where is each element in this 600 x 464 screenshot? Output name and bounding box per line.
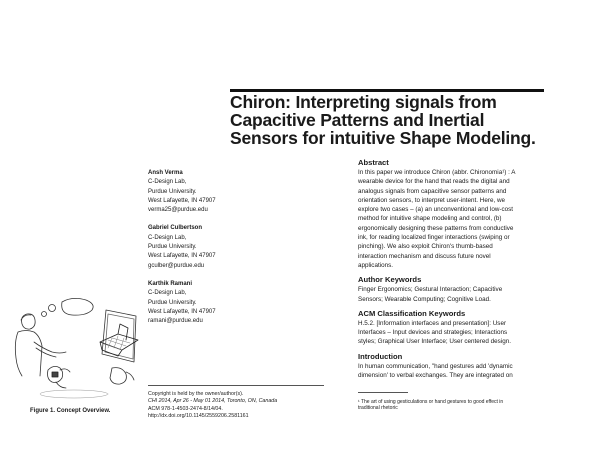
abstract-heading: Abstract xyxy=(358,158,389,167)
author-block xyxy=(148,280,268,326)
author-list xyxy=(148,169,268,335)
acm-line: styles; Graphical User Interface; User centered design. xyxy=(358,338,511,346)
author-affiliation: C-Design Lab, xyxy=(148,179,187,186)
abstract-line: method for intuitive shape modeling and control, (b) xyxy=(358,215,502,223)
author-address: West Lafayette, IN 47907 xyxy=(148,308,216,315)
abstract-line: explore two cases – (a) an unconventional and low-cost xyxy=(358,206,514,214)
keywords-line: Finger Ergonomics; Gestural Interaction; Capacitive xyxy=(358,286,503,294)
introduction-line: In human communication, "hand gestures add 'dynamic xyxy=(358,362,513,370)
footnote-line: traditional rhetoric xyxy=(358,405,398,412)
abstract-line: orientation sensors, to interpret user-intent. Here, we xyxy=(358,196,505,204)
title-line: Capacitive Patterns and Inertial xyxy=(230,110,485,130)
wearable-device xyxy=(52,372,58,377)
abstract-line: pinching). We also exploit Chiron's thumb-based xyxy=(358,243,493,251)
author-block xyxy=(148,224,268,270)
author-name: Karthik Ramani xyxy=(148,280,193,287)
person-arm xyxy=(34,342,66,357)
author-block xyxy=(148,169,268,215)
paper-title xyxy=(230,93,570,147)
footnote-line: ¹ The art of using gesticulations or hand gestures to good effect in xyxy=(358,399,504,405)
abstract-line: ergonomically designing these patterns from conductive xyxy=(358,224,514,232)
abstract-line: ink, for reading localized finger interactions (swiping or xyxy=(358,234,510,242)
conference-line: CHI 2014, Apr 26 - May 01 2014, Toronto, ON, Canada xyxy=(148,398,278,405)
author-address: West Lafayette, IN 47907 xyxy=(148,197,216,204)
author-email: gculber@purdue.edu xyxy=(148,262,205,269)
introduction-line: dimension' to verbal exchanges. They are integrated on xyxy=(358,372,513,380)
second-hand xyxy=(110,368,126,385)
author-name: Ansh Verma xyxy=(148,170,183,176)
introduction-heading: Introduction xyxy=(358,351,403,361)
right-column xyxy=(358,158,558,385)
keywords-line: Sensors; Wearable Computing; Cognitive Load. xyxy=(358,295,491,303)
doi-link[interactable]: http://dx.doi.org/10.1145/2559206.2581161 xyxy=(148,413,249,420)
introduction-section xyxy=(358,352,558,381)
copyright-block xyxy=(148,385,338,421)
title-line: Sensors for intuitive Shape Modeling. xyxy=(230,128,536,148)
author-email: ramani@purdue.edu xyxy=(148,318,203,325)
author-email: verma25@purdue.edu xyxy=(148,207,208,214)
title-line: Chiron: Interpreting signals from xyxy=(230,92,497,112)
acm-isbn-line: ACM 978-1-4503-2474-8/14/04. xyxy=(148,405,223,412)
abstract-line: analogus signals from capacitive sensor patterns and xyxy=(358,187,507,195)
abstract-section xyxy=(358,158,558,270)
author-institution: Purdue University. xyxy=(148,188,197,195)
author-institution: Purdue University. xyxy=(148,244,197,251)
author-affiliation: C-Design Lab, xyxy=(148,290,187,297)
abstract-line: wearable device for the hand that reads the digital and xyxy=(358,178,510,186)
acm-heading: ACM Classification Keywords xyxy=(358,308,466,318)
concept-sketch xyxy=(8,298,158,403)
person-body xyxy=(15,331,42,377)
acm-classification-section xyxy=(358,309,558,347)
copyright-line: Copyright is held by the owner/author(s). xyxy=(148,391,244,397)
abstract-line: interaction mechanism and discuss future novel xyxy=(358,252,491,260)
abstract-line: In this paper we introduce Chiron (abbr. Chironomia¹) : A xyxy=(358,169,516,176)
acm-line: Interfaces – Input devices and strategies; Interactions xyxy=(358,329,508,337)
author-name: Gabriel Culbertson xyxy=(148,225,203,232)
acm-line: H.5.2. [Information interfaces and presentation]: User xyxy=(358,319,507,327)
keywords-section xyxy=(358,275,558,304)
thought-bubble xyxy=(62,298,93,315)
keywords-heading: Author Keywords xyxy=(358,275,422,285)
author-institution: Purdue University. xyxy=(148,299,197,306)
copyright-rule xyxy=(148,385,324,386)
author-affiliation: C-Design Lab, xyxy=(148,234,187,241)
footnote-rule xyxy=(358,392,408,393)
author-address: West Lafayette, IN 47907 xyxy=(148,253,216,260)
abstract-line: applications. xyxy=(358,261,394,269)
footnote xyxy=(358,392,558,412)
figure-caption: Figure 1. Concept Overview. xyxy=(30,408,111,414)
